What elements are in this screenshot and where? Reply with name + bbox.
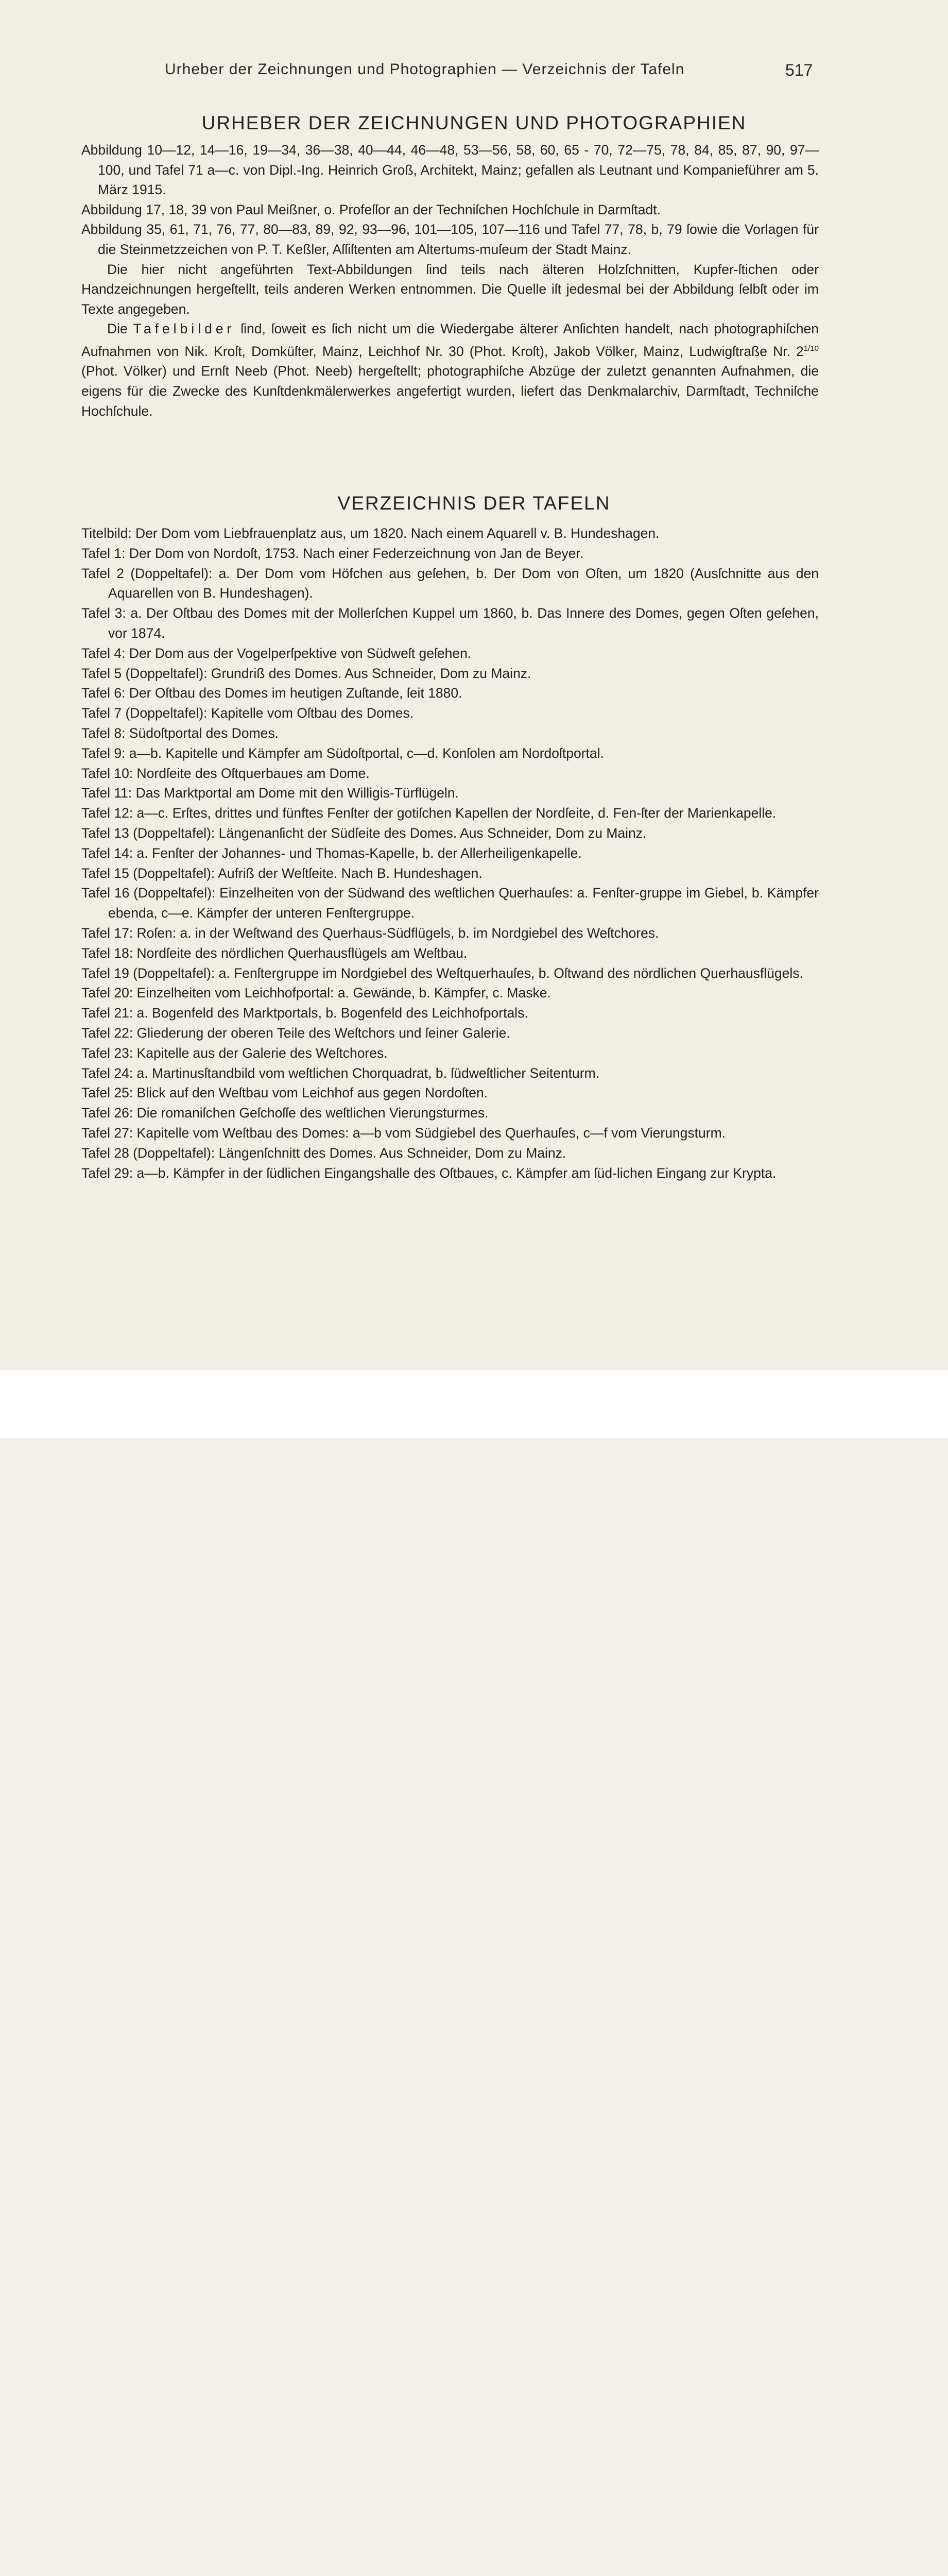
- credit-entry-1: Abbildung 10—12, 14—16, 19—34, 36—38, 40—44, 46—48, 53—56, 58, 60, 65 - 70, 72—75, 78, 84, 85, 87, 90, 97—100, und Tafel 71 a—c. von Dipl.-Ing. Heinrich Groß, Architekt, Mainz; gefallen als Leutnant und Kompanieführer am 5. März 1915.: [81, 142, 819, 198]
- fraction: 1/10: [803, 344, 819, 353]
- tafelbilder-spaced: Tafelbilder: [133, 321, 235, 337]
- plate-entry: Tafel 14: a. Fenſter der Johannes- und Thomas-Kapelle, b. der Allerheiligenkapelle.: [81, 845, 582, 861]
- footer: [0, 1370, 948, 1438]
- plate-entry: Tafel 10: Nordſeite des Oſtquerbaues am Dome.: [81, 765, 370, 781]
- plate-entry: Tafel 13 (Doppeltafel): Längenanſicht der Südſeite des Domes. Aus Schneider, Dom zu Mainz.: [81, 825, 647, 841]
- plate-entry: Tafel 28 (Doppeltafel): Längenſchnitt des Domes. Aus Schneider, Dom zu Mainz.: [81, 1145, 566, 1161]
- plate-entry: Tafel 29: a—b. Kämpfer in der ſüdlichen Eingangshalle des Oſtbaues, c. Kämpfer am ſüd-lichen Eingang zur Krypta.: [81, 1165, 777, 1181]
- plate-entry: Tafel 25: Blick auf den Weſtbau vom Leichhof aus gegen Nordoſten.: [81, 1085, 488, 1101]
- plate-entry: Tafel 16 (Doppeltafel): Einzelheiten von der Südwand des weſtlichen Querhauſes: a. Fenſter-gruppe im Giebel, b. Kämpfer ebenda, c—e. Kämpfer der unteren Fenſtergruppe.: [81, 885, 819, 921]
- plate-entry: Tafel 20: Einzelheiten vom Leichhofportal: a. Gewände, b. Kämpfer, c. Maske.: [81, 985, 551, 1001]
- plates-title: VERZEICHNIS DER TAFELN: [337, 493, 611, 514]
- plate-entry: Tafel 2 (Doppeltafel): a. Der Dom vom Höfchen aus geſehen, b. Der Dom von Oſten, um 1820 (Ausſchnitte aus den Aquarellen von B. Hundeshagen).: [81, 565, 819, 601]
- plate-entry: Tafel 8: Südoſtportal des Domes.: [81, 725, 279, 741]
- credit-entry-2: Abbildung 17, 18, 39 von Paul Meißner, o. Profeſſor an der Techniſchen Hochſchule in Darmſtadt.: [81, 201, 661, 217]
- plate-entry: Tafel 22: Gliederung der oberen Teile des Weſtchors und ſeiner Galerie.: [81, 1025, 510, 1041]
- plate-entry: Tafel 3: a. Der Oſtbau des Domes mit der Mollerſchen Kuppel um 1860, b. Das Innere des Domes, gegen Oſten geſehen, vor 1874.: [81, 605, 819, 641]
- plate-entry: Tafel 26: Die romaniſchen Geſchoſſe des weſtlichen Vierungsturmes.: [81, 1105, 489, 1121]
- running-head: Urheber der Zeichnungen und Photographien — Verzeichnis der Tafeln: [165, 61, 685, 78]
- plate-entry: Tafel 11: Das Marktportal am Dome mit den Willigis-Türflügeln.: [81, 785, 459, 801]
- plate-entry: Tafel 17: Roſen: a. in der Weſtwand des Querhaus-Südflügels, b. im Nordgiebel des Weſtchores.: [81, 925, 659, 941]
- credit-paragraph-2: [81, 319, 819, 421]
- plate-entry: Tafel 19 (Doppeltafel): a. Fenſtergruppe im Nordgiebel des Weſtquerhauſes, b. Oſtwand des nördlichen Querhausflügels.: [81, 965, 803, 981]
- plate-entry: Titelbild: Der Dom vom Liebfrauenplatz aus, um 1820. Nach einem Aquarell v. B. Hundeshagen.: [81, 526, 660, 541]
- plate-entry: Tafel 9: a—b. Kapitelle und Kämpfer am Südoſtportal, c—d. Konſolen am Nordoſtportal.: [81, 745, 604, 761]
- plate-entry: Tafel 7 (Doppeltafel): Kapitelle vom Oſtbau des Domes.: [81, 705, 414, 721]
- plate-entry: Tafel 18: Nordſeite des nördlichen Querhausflügels am Weſtbau.: [81, 945, 468, 961]
- plate-entry: Tafel 5 (Doppeltafel): Grundriß des Domes. Aus Schneider, Dom zu Mainz.: [81, 665, 531, 681]
- paragraph-lead: Die: [107, 321, 128, 337]
- plate-entry: Tafel 4: Der Dom aus der Vogelperſpektive von Südweſt geſehen.: [81, 645, 472, 661]
- plate-entry: Tafel 6: Der Oſtbau des Domes im heutigen Zuſtande, ſeit 1880.: [81, 685, 462, 701]
- plate-entry: Tafel 21: a. Bogenfeld des Marktportals, b. Bogenfeld des Leichhofportals.: [81, 1005, 528, 1021]
- plate-entry: Tafel 1: Der Dom von Nordoſt, 1753. Nach einer Federzeichnung von Jan de Beyer.: [81, 545, 584, 561]
- credit-paragraph-1: Die hier nicht angeführten Text-Abbildungen ſind teils nach älteren Holzſchnitten, Kupfer-ſtichen oder Handzeichnungen hergeſtellt, teils anderen Werken entnommen. Die Quelle iſt jedesmal bei der Abbildung ſelbſt oder im Texte angegeben.: [81, 261, 819, 317]
- plate-entry: Tafel 27: Kapitelle vom Weſtbau des Domes: a—b vom Südgiebel des Querhauſes, c—f vom Vierungsturm.: [81, 1125, 726, 1141]
- plate-entry: Tafel 12: a—c. Erſtes, drittes und fünftes Fenſter der gotiſchen Kapellen der Nordſeite, d. Fen-ſter der Marienkapelle.: [81, 805, 777, 821]
- credits-title: URHEBER DER ZEICHNUNGEN UND PHOTOGRAPHIEN: [201, 112, 747, 133]
- credit-entry-3: Abbildung 35, 61, 71, 76, 77, 80—83, 89, 92, 93—96, 101—105, 107—116 und Tafel 77, 78, b, 79 ſowie die Vorlagen für die Steinmetzzeichen von P. T. Keßler, Aſſiſtenten am Altertums-muſeum der Stadt Mainz.: [81, 222, 819, 257]
- credits-section: [81, 140, 819, 421]
- plate-entry: Tafel 23: Kapitelle aus der Galerie des Weſtchores.: [81, 1045, 388, 1061]
- paragraph-part-b: (Phot. Völker) und Ernſt Neeb (Phot. Neeb) hergeſtellt; photographiſche Abzüge der zuletzt genannten Aufnahmen, die eigens für die Zwecke des Kunſtdenkmälerwerkes angefertigt wurden, liefert das Denkmalarchiv, Darmſtadt, Techniſche Hochſchule.: [81, 363, 819, 419]
- plates-list: [81, 523, 819, 1183]
- paragraph-part-a: ſind, ſoweit es ſich nicht um die Wiedergabe älterer Anſichten handelt, nach photographiſchen Aufnahmen von Nik. Kroſt, Domküſter, Mainz, Leichhof Nr. 30 (Phot. Kroſt), Jakob Völker, Mainz, Ludwigſtraße Nr. 2: [81, 321, 819, 359]
- plate-entry: Tafel 24: a. Martinusſtandbild vom weſtlichen Chorquadrat, b. ſüdweſtlicher Seitenturm.: [81, 1065, 600, 1081]
- page-number: 517: [785, 61, 813, 79]
- plate-entry: Tafel 15 (Doppeltafel): Aufriß der Weſtſeite. Nach B. Hundeshagen.: [81, 865, 482, 881]
